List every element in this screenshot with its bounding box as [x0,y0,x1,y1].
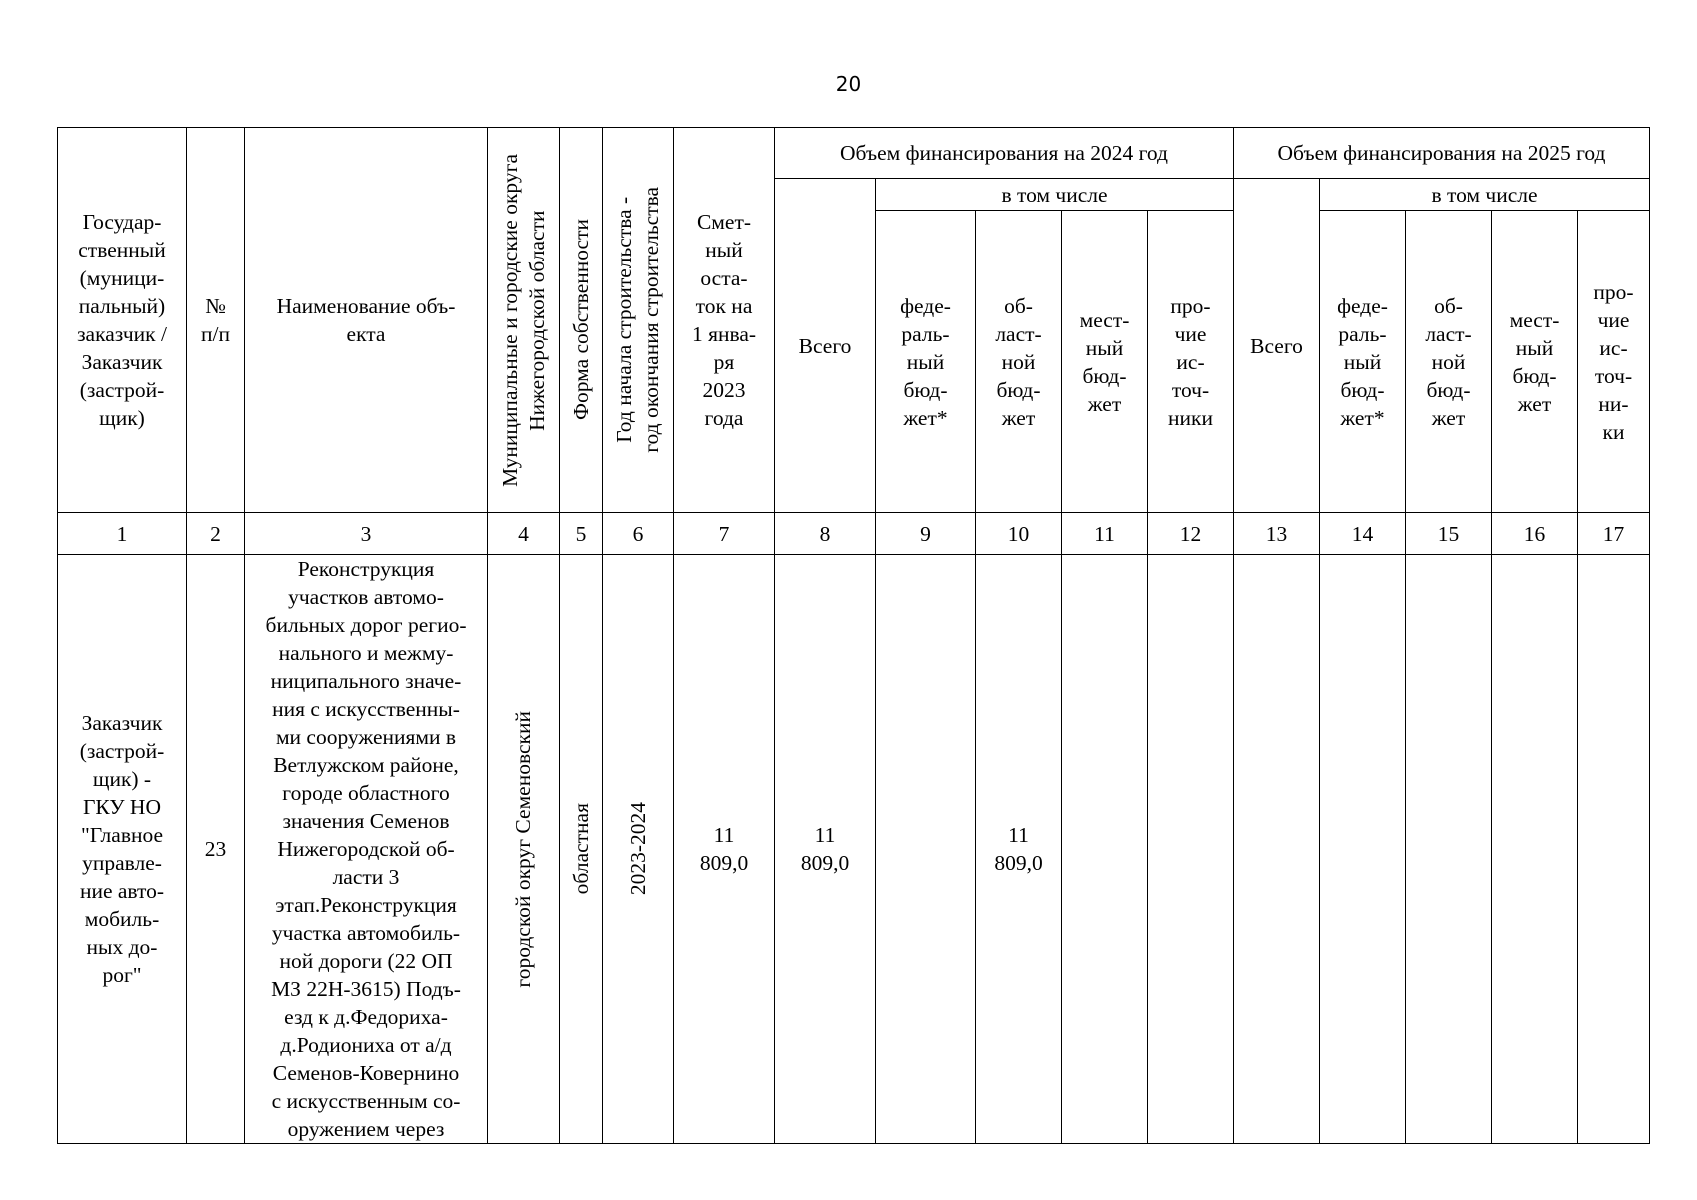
column-number: 11 [1062,513,1148,555]
column-number: 6 [603,513,674,555]
row-other-2025 [1578,555,1650,1144]
header-local-2024: мест- ный бюд- жет [1062,211,1148,513]
row-customer: Заказчик (застрой- щик) - ГКУ НО "Главное управле- ние авто- мобиль- ных до- рог" [58,555,187,1144]
row-total-2025 [1234,555,1320,1144]
row-federal-2025 [1320,555,1406,1144]
row-district-text: городской округ Семеновский [511,710,535,988]
header-districts [488,128,560,513]
row-estimate: 11 809,0 [674,555,775,1144]
row-years-text: 2023-2024 [625,802,650,896]
row-regional-2024: 11 809,0 [976,555,1062,1144]
header-total-2025: Всего [1234,179,1320,513]
row-other-2024 [1148,555,1234,1144]
header-federal-2025: феде- раль- ный бюд- жет* [1320,211,1406,513]
row-ownership-text: областная [568,803,593,895]
header-funding-2024: Объем финансирования на 2024 год [775,128,1234,179]
row-local-2024 [1062,555,1148,1144]
table-row [58,555,1650,1144]
investment-table [57,127,1650,1144]
column-number: 8 [775,513,876,555]
header-other-2024: про- чие ис- точ- ники [1148,211,1234,513]
header-other-2025: про- чие ис- точ- ни- ки [1578,211,1650,513]
column-number: 17 [1578,513,1650,555]
row-object-name: Реконструкция участков автомо- бильных дорог регио- нального и межму- ниципального значе- ния с искусственны- ми сооружениями в Ветлужском районе, городе областного значения Семенов Нижегородской об- ласти 3 этап.Реконструкция участка автомобиль- ной дороги (22 ОП МЗ 22Н-3615) Подъ- езд к д.Федориха- д.Родиониха от а/д Семенов-Ковернино с искусственным со- оружением через [245,555,488,1144]
header-years-text: Год начала строительства - год окончания строительства [612,187,663,453]
column-number: 10 [976,513,1062,555]
page-number: 20 [835,72,862,96]
header-object-name: Наименование объ- екта [245,128,488,513]
header-funding-2025: Объем финансирования на 2025 год [1234,128,1650,179]
header-estimate: Смет- ный оста- ток на 1 янва- ря 2023 года [674,128,775,513]
header-including-2025: в том числе [1320,179,1650,211]
column-number: 1 [58,513,187,555]
column-number: 9 [876,513,976,555]
row-district [488,555,560,1144]
header-customer: Государ- ственный (муници- пальный) заказчик / Заказчик (застрой- щик) [58,128,187,513]
row-number: 23 [187,555,245,1144]
header-including-2024: в том числе [876,179,1234,211]
column-number: 5 [560,513,603,555]
column-number-row [58,513,1650,555]
header-ownership [560,128,603,513]
column-number: 15 [1406,513,1492,555]
row-years [603,555,674,1144]
column-number: 2 [187,513,245,555]
header-row-1 [58,128,1650,179]
header-regional-2024: об- ласт- ной бюд- жет [976,211,1062,513]
column-number: 7 [674,513,775,555]
column-number: 3 [245,513,488,555]
header-ownership-text: Форма собственности [568,219,593,421]
row-ownership [560,555,603,1144]
column-number: 12 [1148,513,1234,555]
header-federal-2024: феде- раль- ный бюд- жет* [876,211,976,513]
header-regional-2025: об- ласт- ной бюд- жет [1406,211,1492,513]
row-regional-2025 [1406,555,1492,1144]
row-total-2024: 11 809,0 [775,555,876,1144]
header-row-number: № п/п [187,128,245,513]
row-federal-2024 [876,555,976,1144]
header-districts-text: Муниципальные и городские округа Нижегородской области [497,153,549,487]
column-number: 4 [488,513,560,555]
column-number: 14 [1320,513,1406,555]
header-years [603,128,674,513]
header-total-2024: Всего [775,179,876,513]
column-number: 13 [1234,513,1320,555]
row-local-2025 [1492,555,1578,1144]
column-number: 16 [1492,513,1578,555]
header-local-2025: мест- ный бюд- жет [1492,211,1578,513]
